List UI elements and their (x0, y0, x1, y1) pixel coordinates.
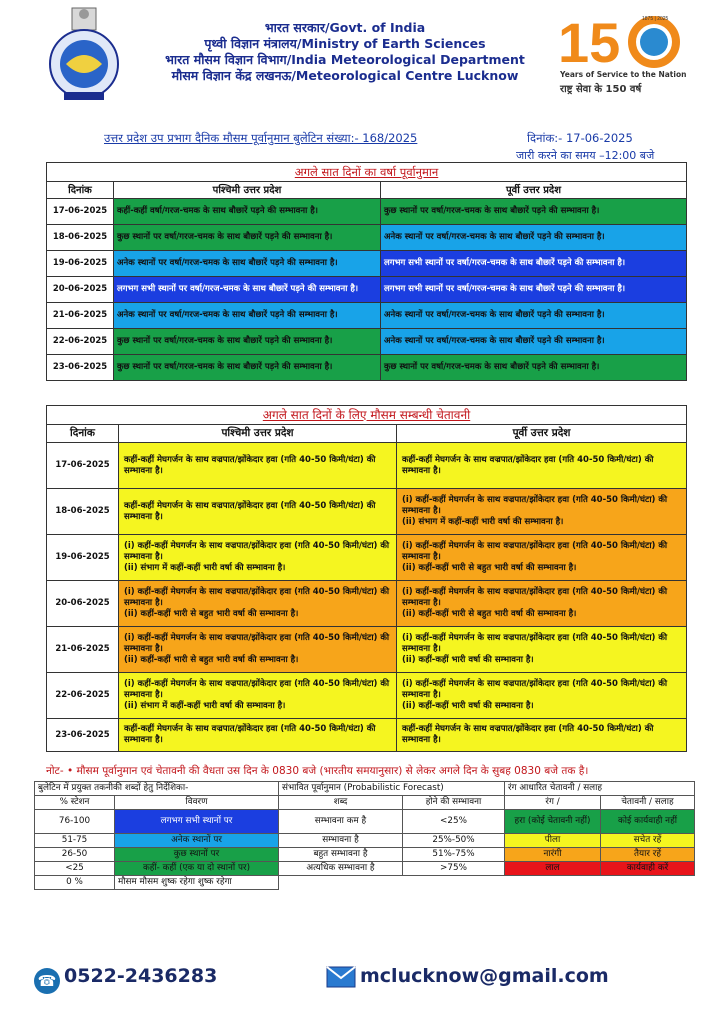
table-row: 22-06-2025 (i) कहीं-कहीं मेघगर्जन के साथ वज्रपात/झोंकेदार हवा (गति 40-50 किमी/घंटा) की सम्भावना है। (ii) संभाग में कहीं-कहीं भारी वर्षा की सम्भावना है। (i) कहीं-कहीं मेघगर्जन के साथ वज्रपात/झोंकेदार हवा (गति 40-50 किमी/घंटा) की सम्भावना है। (ii) कहीं-कहीं भारी वर्षा की सम्भावना है। (47, 673, 687, 719)
east-cell: लगभग सभी स्थानों पर वर्षा/गरज-चमक के साथ बौछारें पड़ने की सम्भावना है। (381, 251, 687, 277)
col-west-header: पश्चिमी उत्तर प्रदेश (119, 425, 397, 443)
table-row: 18-06-2025 कहीं-कहीं मेघगर्जन के साथ वज्रपात/झोंकेदार हवा (गति 40-50 किमी/घंटा) की सम्भावना है। (i) कहीं-कहीं मेघगर्जन के साथ वज्रपात/झोंकेदार हवा (गति 40-50 किमी/घंटा) की सम्भावना है। (ii) संभाग में कहीं-कहीं भारी वर्षा की सम्भावना है। (47, 489, 687, 535)
rain-forecast-caption: अगले सात दिनों का वर्षा पूर्वानुमान (47, 163, 687, 182)
west-cell: कुछ स्थानों पर वर्षा/गरज-चमक के साथ बौछारें पड़ने की सम्भावना है। (114, 355, 381, 381)
table-row: 21-06-2025 (i) कहीं-कहीं मेघगर्जन के साथ वज्रपात/झोंकेदार हवा (गति 40-50 किमी/घंटा) की सम्भावना है। (ii) कहीं-कहीं भारी से बहुत भारी वर्षा की सम्भावना है। (i) कहीं-कहीं मेघगर्जन के साथ वज्रपात/झोंकेदार हवा (गति 40-50 किमी/घंटा) की सम्भावना है। (ii) कहीं-कहीं भारी वर्षा की सम्भावना है। (47, 627, 687, 673)
logo-tagline: Years of Service to the Nation (560, 70, 687, 79)
header-titles (150, 20, 540, 84)
east-cell: अनेक स्थानों पर वर्षा/गरज-चमक के साथ बौछारें पड़ने की सम्भावना है। (381, 225, 687, 251)
weather-warning-table (46, 405, 687, 752)
email-icon (326, 964, 356, 988)
bulletin-title: उत्तर प्रदेश उप प्रभाग दैनिक मौसम पूर्वानुमान बुलेटिन संख्या:- 168/2025 (104, 131, 418, 145)
legend-row: 51-75 अनेक स्थानों पर सम्भावना है 25%-50% पीला सचेत रहें (35, 834, 695, 848)
logo-tagline-hindi: राष्ट्र सेवा के 150 वर्ष (560, 84, 642, 95)
east-cell: (i) कहीं-कहीं मेघगर्जन के साथ वज्रपात/झोंकेदार हवा (गति 40-50 किमी/घंटा) की सम्भावना है। (ii) कहीं-कहीं भारी से बहुत भारी वर्षा की सम्भावना है। (397, 581, 687, 627)
east-cell: कुछ स्थानों पर वर्षा/गरज-चमक के साथ बौछारें पड़ने की सम्भावना है। (381, 355, 687, 381)
header-ministry: पृथ्वी विज्ञान मंत्रालय/Ministry of Earth Sciences (204, 36, 486, 51)
table-row: 19-06-2025 (i) कहीं-कहीं मेघगर्जन के साथ वज्रपात/झोंकेदार हवा (गति 40-50 किमी/घंटा) की सम्भावना है। (ii) संभाग में कहीं-कहीं भारी वर्षा की सम्भावना है। (i) कहीं-कहीं मेघगर्जन के साथ वज्रपात/झोंकेदार हवा (गति 40-50 किमी/घंटा) की सम्भावना है। (ii) कहीं-कहीं भारी से बहुत भारी वर्षा की सम्भावना है। (47, 535, 687, 581)
header-imd: भारत मौसम विज्ञान विभाग/India Meteorological Department (165, 52, 525, 67)
col-date-header: दिनांक (47, 182, 114, 199)
legend-row: 0 % मौसम मौसम शुष्क रहेगा शुष्क रहेगा (35, 876, 695, 890)
legend-color-header: रंग आधारित चेतावनी / सलाह (505, 782, 695, 796)
east-cell: (i) कहीं-कहीं मेघगर्जन के साथ वज्रपात/झोंकेदार हवा (गति 40-50 किमी/घंटा) की सम्भावना है। (ii) कहीं-कहीं भारी वर्षा की सम्भावना है। (397, 673, 687, 719)
east-cell: कहीं-कहीं मेघगर्जन के साथ वज्रपात/झोंकेदार हवा (गति 40-50 किमी/घंटा) की सम्भावना है। (397, 719, 687, 752)
east-cell: कहीं-कहीं मेघगर्जन के साथ वज्रपात/झोंकेदार हवा (गति 40-50 किमी/घंटा) की सम्भावना है। (397, 443, 687, 489)
table-row: 22-06-2025 कुछ स्थानों पर वर्षा/गरज-चमक के साथ बौछारें पड़ने की सम्भावना है। अनेक स्थानों पर वर्षा/गरज-चमक के साथ बौछारें पड़ने की सम्भावना है। (47, 329, 687, 355)
table-row: 17-06-2025 कहीं-कहीं वर्षा/गरज-चमक के साथ बौछारें पड़ने की सम्भावना है। कुछ स्थानों पर वर्षा/गरज-चमक के साथ बौछारें पड़ने की सम्भावना है। (47, 199, 687, 225)
legend-prob-header: संभावित पूर्वानुमान (Probabilistic Forecast) (279, 782, 505, 796)
west-cell: कहीं-कहीं मेघगर्जन के साथ वज्रपात/झोंकेदार हवा (गति 40-50 किमी/घंटा) की सम्भावना है। (119, 719, 397, 752)
validity-note: नोट- • मौसम पूर्वानुमान एवं चेतावनी की वैधता उस दिन के 0830 बजे (भारतीय समयानुसार) से लेकर अगले दिन के सुबह 0830 बजे तक है। (46, 765, 589, 777)
header-govt: भारत सरकार/Govt. of India (264, 20, 426, 35)
warning-caption: अगले सात दिनों के लिए मौसम सम्बन्धी चेतावनी (47, 406, 687, 425)
table-row: 23-06-2025 कहीं-कहीं मेघगर्जन के साथ वज्रपात/झोंकेदार हवा (गति 40-50 किमी/घंटा) की सम्भावना है। कहीं-कहीं मेघगर्जन के साथ वज्रपात/झोंकेदार हवा (गति 40-50 किमी/घंटा) की सम्भावना है। (47, 719, 687, 752)
east-cell: (i) कहीं-कहीं मेघगर्जन के साथ वज्रपात/झोंकेदार हवा (गति 40-50 किमी/घंटा) की सम्भावना है। (ii) कहीं-कहीं भारी वर्षा की सम्भावना है। (397, 627, 687, 673)
west-cell: अनेक स्थानों पर वर्षा/गरज-चमक के साथ बौछारें पड़ने की सम्भावना है। (114, 251, 381, 277)
table-row: 19-06-2025 अनेक स्थानों पर वर्षा/गरज-चमक के साथ बौछारें पड़ने की सम्भावना है। लगभग सभी स्थानों पर वर्षा/गरज-चमक के साथ बौछारें पड़ने की सम्भावना है। (47, 251, 687, 277)
west-cell: कहीं-कहीं मेघगर्जन के साथ वज्रपात/झोंकेदार हवा (गति 40-50 किमी/घंटा) की सम्भावना है। (119, 489, 397, 535)
logo-150-number: 15 (558, 11, 621, 74)
west-cell: कुछ स्थानों पर वर्षा/गरज-चमक के साथ बौछारें पड़ने की सम्भावना है। (114, 225, 381, 251)
west-cell: कहीं-कहीं मेघगर्जन के साथ वज्रपात/झोंकेदार हवा (गति 40-50 किमी/घंटा) की सम्भावना है। (119, 443, 397, 489)
bulletin-date: दिनांक:- 17-06-2025 (527, 131, 633, 145)
west-cell: (i) कहीं-कहीं मेघगर्जन के साथ वज्रपात/झोंकेदार हवा (गति 40-50 किमी/घंटा) की सम्भावना है। (ii) संभाग में कहीं-कहीं भारी वर्षा की सम्भावना है। (119, 673, 397, 719)
east-cell: (i) कहीं-कहीं मेघगर्जन के साथ वज्रपात/झोंकेदार हवा (गति 40-50 किमी/घंटा) की सम्भावना है। (ii) संभाग में कहीं-कहीं भारी वर्षा की सम्भावना है। (397, 489, 687, 535)
west-cell: कहीं-कहीं वर्षा/गरज-चमक के साथ बौछारें पड़ने की सम्भावना है। (114, 199, 381, 225)
table-row: 20-06-2025 (i) कहीं-कहीं मेघगर्जन के साथ वज्रपात/झोंकेदार हवा (गति 40-50 किमी/घंटा) की सम्भावना है। (ii) कहीं-कहीं भारी से बहुत भारी वर्षा की सम्भावना है। (i) कहीं-कहीं मेघगर्जन के साथ वज्रपात/झोंकेदार हवा (गति 40-50 किमी/घंटा) की सम्भावना है। (ii) कहीं-कहीं भारी से बहुत भारी वर्षा की सम्भावना है। (47, 581, 687, 627)
legend-terms-header: बुलेटिन में प्रयुक्त तकनीकी शब्दों हेतु निर्देशिका- (35, 782, 279, 796)
contact-email[interactable]: mclucknow@gmail.com (360, 965, 609, 987)
contact-phone: 0522-2436283 (64, 965, 218, 987)
table-row: 21-06-2025 अनेक स्थानों पर वर्षा/गरज-चमक के साथ बौछारें पड़ने की सम्भावना है। अनेक स्थानों पर वर्षा/गरज-चमक के साथ बौछारें पड़ने की सम्भावना है। (47, 303, 687, 329)
west-cell: लगभग सभी स्थानों पर वर्षा/गरज-चमक के साथ बौछारें पड़ने की सम्भावना है। (114, 277, 381, 303)
table-row: 18-06-2025 कुछ स्थानों पर वर्षा/गरज-चमक के साथ बौछारें पड़ने की सम्भावना है। अनेक स्थानों पर वर्षा/गरज-चमक के साथ बौछारें पड़ने की सम्भावना है। (47, 225, 687, 251)
header-centre: मौसम विज्ञान केंद्र लखनऊ/Meteorological Centre Lucknow (171, 68, 519, 83)
issue-time: जारी करने का समय –12:00 बजे (516, 149, 655, 162)
legend-row: 26-50 कुछ स्थानों पर बहुत सम्भावना है 51%-75% नारंगी तैयार रहें (35, 848, 695, 862)
west-cell: अनेक स्थानों पर वर्षा/गरज-चमक के साथ बौछारें पड़ने की सम्भावना है। (114, 303, 381, 329)
col-west-header: पश्चिमी उत्तर प्रदेश (114, 182, 381, 199)
west-cell: कुछ स्थानों पर वर्षा/गरज-चमक के साथ बौछारें पड़ने की सम्भावना है। (114, 329, 381, 355)
legend-row: <25 कहीं- कहीं (एक या दो स्थानों पर) अत्यधिक सम्भावना है >75% लाल कार्यवाही करें (35, 862, 695, 876)
legend-row: 76-100 लगभग सभी स्थानों पर सम्भावना कम है <25% हरा (कोई चेतावनी नहीं) कोई कार्यवाही नहीं (35, 810, 695, 834)
table-row: 20-06-2025 लगभग सभी स्थानों पर वर्षा/गरज-चमक के साथ बौछारें पड़ने की सम्भावना है। लगभग सभी स्थानों पर वर्षा/गरज-चमक के साथ बौछारें पड़ने की सम्भावना है। (47, 277, 687, 303)
east-cell: कुछ स्थानों पर वर्षा/गरज-चमक के साथ बौछारें पड़ने की सम्भावना है। (381, 199, 687, 225)
west-cell: (i) कहीं-कहीं मेघगर्जन के साथ वज्रपात/झोंकेदार हवा (गति 40-50 किमी/घंटा) की सम्भावना है। (ii) कहीं-कहीं भारी से बहुत भारी वर्षा की सम्भावना है। (119, 627, 397, 673)
east-cell: लगभग सभी स्थानों पर वर्षा/गरज-चमक के साथ बौछारें पड़ने की सम्भावना है। (381, 277, 687, 303)
east-cell: अनेक स्थानों पर वर्षा/गरज-चमक के साथ बौछारें पड़ने की सम्भावना है। (381, 329, 687, 355)
col-east-header: पूर्वी उत्तर प्रदेश (381, 182, 687, 199)
table-row: 17-06-2025 कहीं-कहीं मेघगर्जन के साथ वज्रपात/झोंकेदार हवा (गति 40-50 किमी/घंटा) की सम्भावना है। कहीं-कहीं मेघगर्जन के साथ वज्रपात/झोंकेदार हवा (गति 40-50 किमी/घंटा) की सम्भावना है। (47, 443, 687, 489)
east-cell: अनेक स्थानों पर वर्षा/गरज-चमक के साथ बौछारें पड़ने की सम्भावना है। (381, 303, 687, 329)
col-date-header: दिनांक (47, 425, 119, 443)
imd-emblem-logo (44, 6, 124, 102)
east-cell: (i) कहीं-कहीं मेघगर्जन के साथ वज्रपात/झोंकेदार हवा (गति 40-50 किमी/घंटा) की सम्भावना है। (ii) कहीं-कहीं भारी से बहुत भारी वर्षा की सम्भावना है। (397, 535, 687, 581)
table-row: 23-06-2025 कुछ स्थानों पर वर्षा/गरज-चमक के साथ बौछारें पड़ने की सम्भावना है। कुछ स्थानों पर वर्षा/गरज-चमक के साथ बौछारें पड़ने की सम्भावना है। (47, 355, 687, 381)
svg-text:1875 | 2025: 1875 | 2025 (642, 16, 669, 22)
phone-icon: ☎ (34, 968, 60, 994)
west-cell: (i) कहीं-कहीं मेघगर्जन के साथ वज्रपात/झोंकेदार हवा (गति 40-50 किमी/घंटा) की सम्भावना है। (ii) कहीं-कहीं भारी से बहुत भारी वर्षा की सम्भावना है। (119, 581, 397, 627)
legend-table: बुलेटिन में प्रयुक्त तकनीकी शब्दों हेतु निर्देशिका- संभावित पूर्वानुमान (Probabilistic Forecast) रंग आधारित चेतावनी / सलाह % स्टेशन विवरण शब्द होने की सम्भावना रंग / चेतावनी / सलाह 76-100 लगभग सभी स्थानों पर सम्भावना कम है <25% हरा (कोई चेतावनी नहीं) कोई कार्यवाही नहीं 51-75 अनेक स्थानों पर सम्भावना है 25%-50% पीला सचेत रहें 26-50 कुछ स्थानों पर बहुत सम्भावना है 51%-75% नारंगी तैयार रहें <25 कहीं- कहीं (एक या दो स्थानों पर) अत्यधिक सम्भावना है >75% लाल कार्यवाही करें 0 % मौसम मौसम शुष्क रहेगा शुष्क रहेगा (34, 781, 695, 890)
rain-forecast-table (46, 162, 687, 381)
west-cell: (i) कहीं-कहीं मेघगर्जन के साथ वज्रपात/झोंकेदार हवा (गति 40-50 किमी/घंटा) की सम्भावना है। (ii) संभाग में कहीं-कहीं भारी वर्षा की सम्भावना है। (119, 535, 397, 581)
col-east-header: पूर्वी उत्तर प्रदेश (397, 425, 687, 443)
